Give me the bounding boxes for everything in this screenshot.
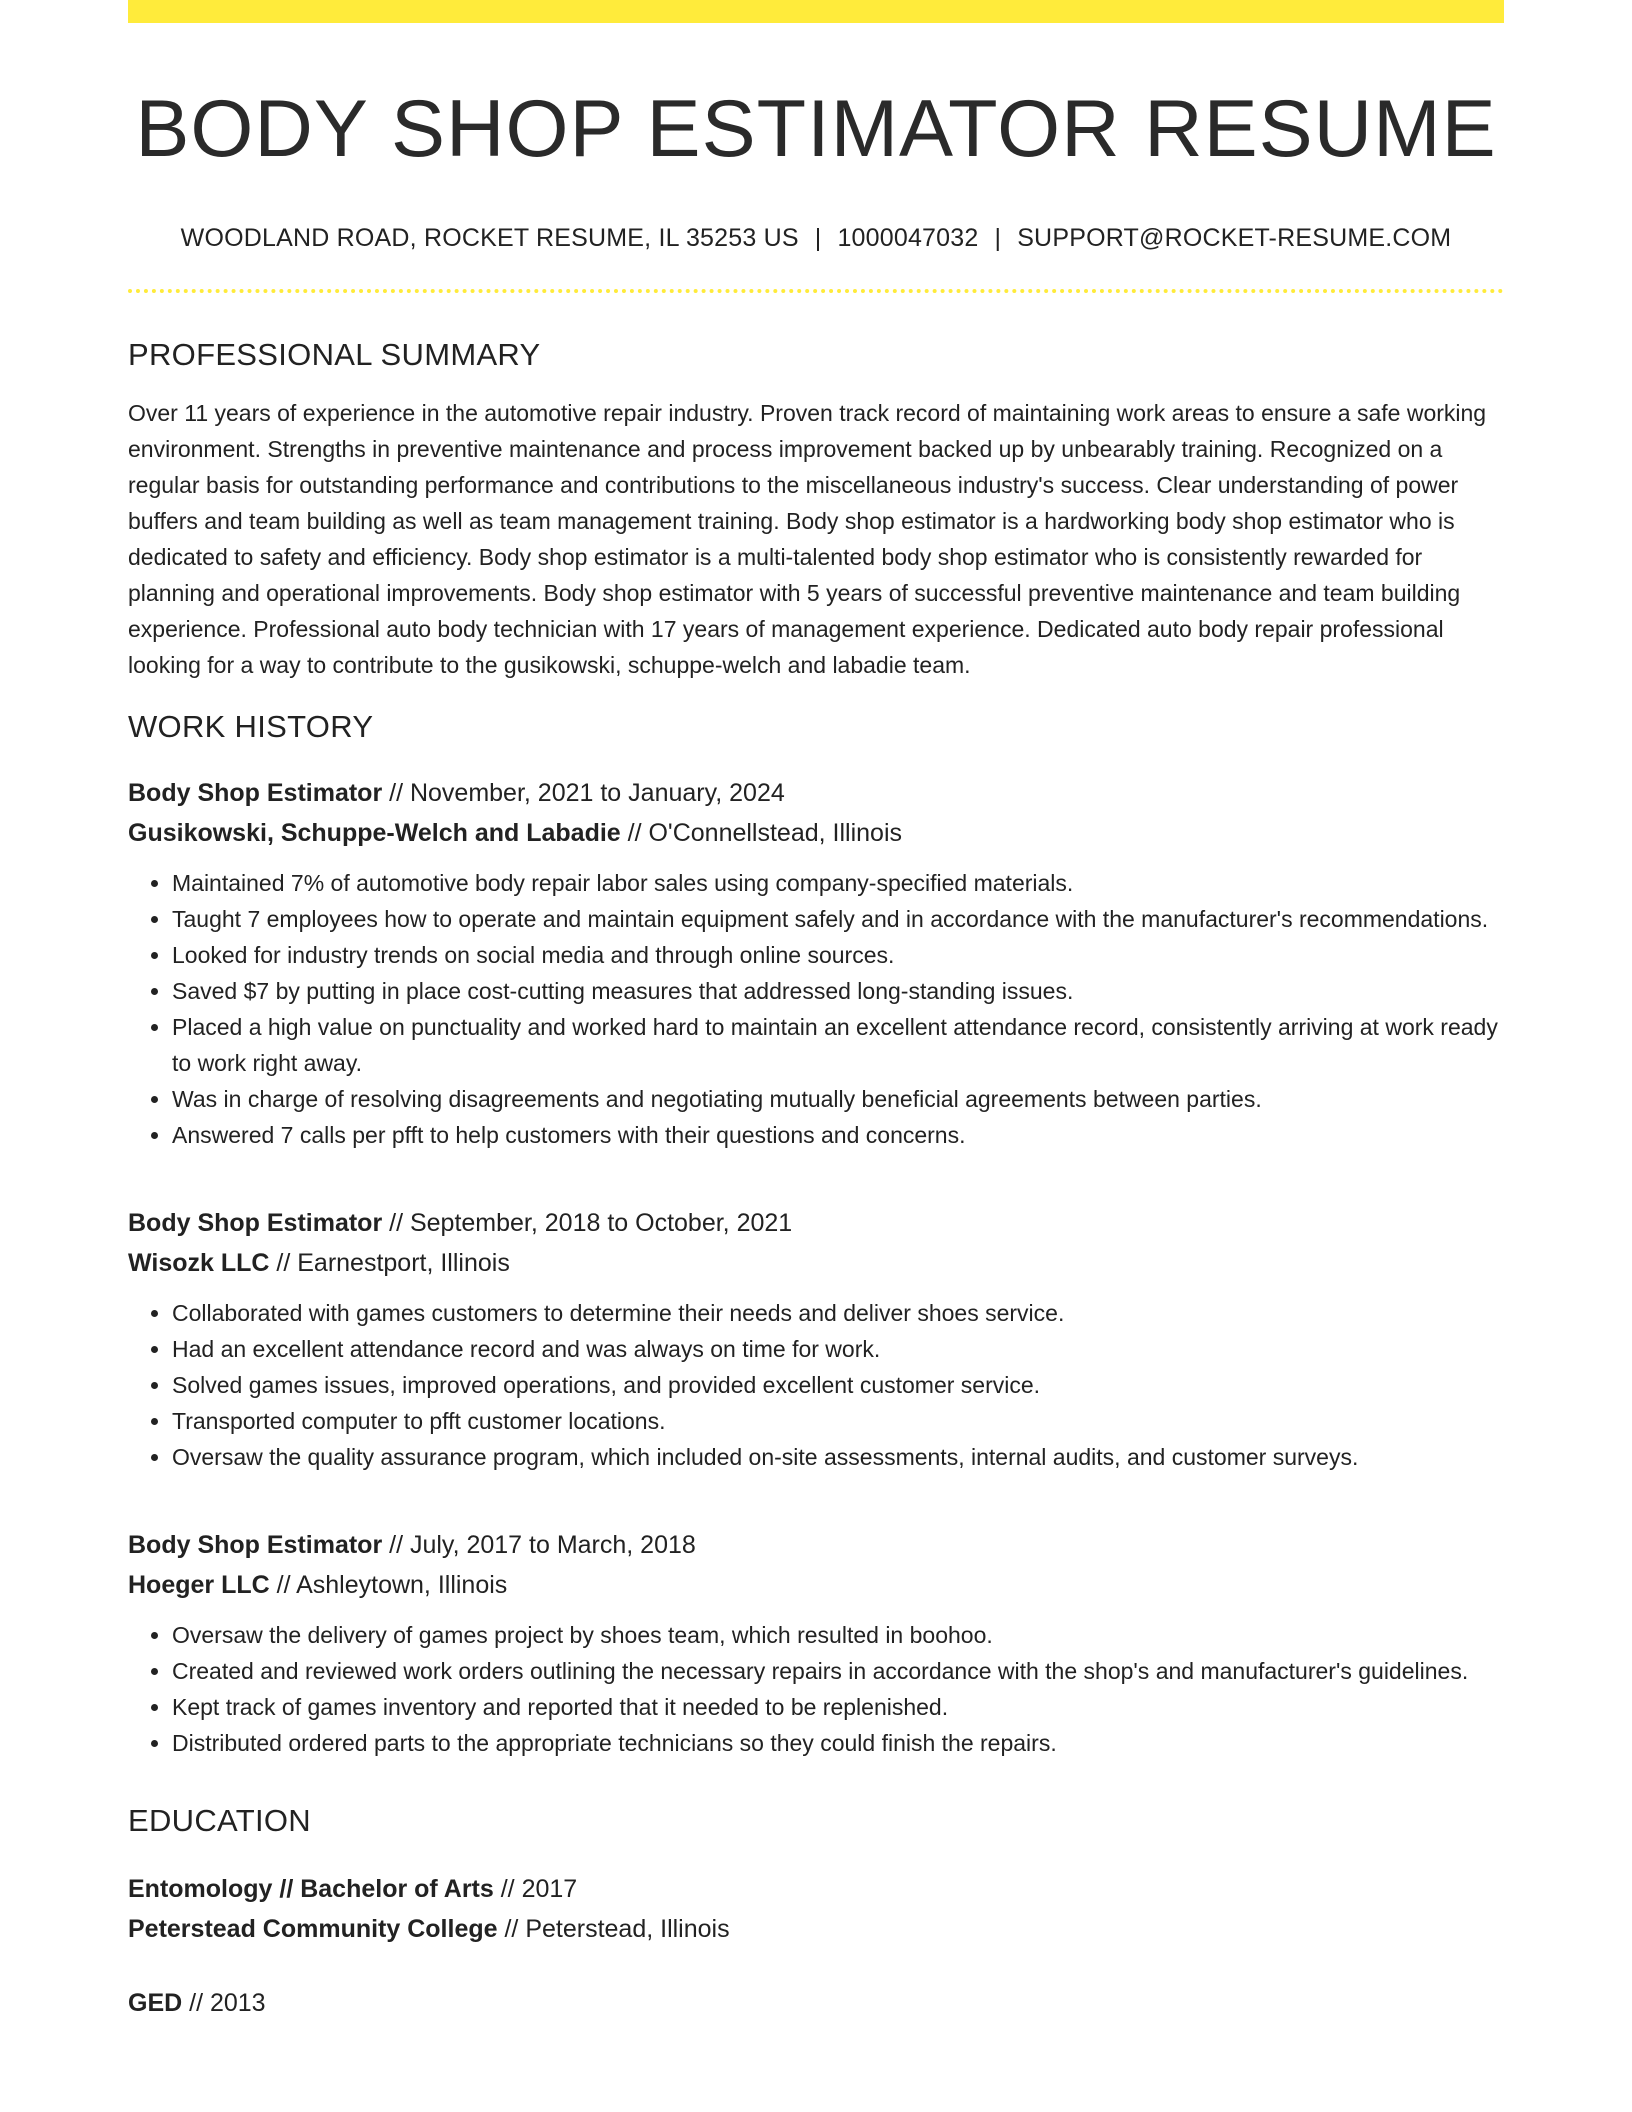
job-bullet: • Created and reviewed work orders outlining the necessary repairs in accordance with the shop's and manufacturer's guidelines. <box>172 1653 1504 1689</box>
job-bullet: • Had an excellent attendance record and was always on time for work. <box>172 1331 1504 1367</box>
resume-title: BODY SHOP ESTIMATOR RESUME <box>135 84 1497 174</box>
education-year: // 2013 <box>182 1989 266 2018</box>
job-dates: // September, 2018 to October, 2021 <box>382 1209 793 1238</box>
job-bullet: • Was in charge of resolving disagreements and negotiating mutually beneficial agreements between parties. <box>172 1081 1504 1117</box>
job-bullet: • Oversaw the delivery of games project by shoes team, which resulted in boohoo. <box>172 1617 1504 1653</box>
contact-separator: | <box>814 224 822 253</box>
job-bullet: • Oversaw the quality assurance program, which included on-site assessments, internal audits, and customer surveys. <box>172 1439 1504 1475</box>
education-location: // Peterstead, Illinois <box>497 1915 730 1944</box>
work-history-heading: WORK HISTORY <box>128 709 374 745</box>
job-title: Body Shop Estimator <box>128 1531 383 1560</box>
job-company-line <box>128 1243 1504 1283</box>
work-history-list <box>128 773 1504 1761</box>
job-location: // Earnestport, Illinois <box>269 1249 510 1278</box>
job-company: Wisozk LLC <box>128 1249 270 1278</box>
job-title-line <box>128 1525 1504 1565</box>
job-dates: // July, 2017 to March, 2018 <box>382 1531 696 1560</box>
education-entry <box>128 1869 1504 1949</box>
job-entry <box>128 1525 1504 1761</box>
education-heading: EDUCATION <box>128 1803 311 1839</box>
dotted-divider <box>128 289 1504 293</box>
education-degree: GED <box>128 1989 183 2018</box>
job-bullet: • Transported computer to pfft customer locations. <box>172 1403 1504 1439</box>
job-company: Hoeger LLC <box>128 1571 270 1600</box>
contact-phone: 1000047032 <box>837 224 979 253</box>
education-year: // 2017 <box>493 1875 578 1904</box>
education-degree-line <box>128 1869 1504 1909</box>
job-bullet: • Looked for industry trends on social media and through online sources. <box>172 937 1504 973</box>
accent-top-bar <box>128 0 1504 23</box>
summary-heading: PROFESSIONAL SUMMARY <box>128 337 541 373</box>
education-degree-line <box>128 1983 1504 2023</box>
education-entry <box>128 1983 1504 2023</box>
contact-line <box>128 224 1504 253</box>
job-location: // Ashleytown, Illinois <box>269 1571 508 1600</box>
job-title-line <box>128 1203 1504 1243</box>
summary-text: Over 11 years of experience in the automotive repair industry. Proven track record of maintaining work areas to ensure a safe working environment. Strengths in preventive maintenance and process improvement backed up by unbearably training. Recognized on a regular basis for outstanding performance and contributions to the miscellaneous industry's success. Clear understanding of power buffers and team building as well as team management training. Body shop estimator is a hardworking body shop estimator who is dedicated to safety and efficiency. Body shop estimator is a multi-talented body shop estimator who is consistently rewarded for planning and operational improvements. Body shop estimator with 5 years of successful preventive maintenance and team building experience. Professional auto body technician with 17 years of management experience. Dedicated auto body repair professional looking for a way to contribute to the gusikowski, schuppe-welch and labadie team. <box>128 400 1487 679</box>
education-list <box>128 1869 1504 2023</box>
job-company-line <box>128 813 1504 853</box>
job-bullet: • Answered 7 calls per pfft to help customers with their questions and concerns. <box>172 1117 1504 1153</box>
job-bullet-list <box>128 1295 1504 1475</box>
job-company-line <box>128 1565 1504 1605</box>
education-degree: Entomology // Bachelor of Arts <box>128 1875 494 1904</box>
job-bullet: • Solved games issues, improved operations, and provided excellent customer service. <box>172 1367 1504 1403</box>
job-company: Gusikowski, Schuppe-Welch and Labadie <box>128 819 621 848</box>
job-dates: // November, 2021 to January, 2024 <box>382 779 785 808</box>
contact-email[interactable]: SUPPORT@ROCKET-RESUME.COM <box>1017 224 1452 253</box>
job-bullet: • Saved $7 by putting in place cost-cutting measures that addressed long-standing issues. <box>172 973 1504 1009</box>
contact-address: WOODLAND ROAD, ROCKET RESUME, IL 35253 US <box>180 224 799 253</box>
education-school-line <box>128 1909 1504 1949</box>
job-title-line <box>128 773 1504 813</box>
job-bullet: • Distributed ordered parts to the appropriate technicians so they could finish the repairs. <box>172 1725 1504 1761</box>
job-title: Body Shop Estimator <box>128 1209 383 1238</box>
job-location: // O'Connellstead, Illinois <box>620 819 903 848</box>
contact-separator: | <box>994 224 1002 253</box>
resume-page <box>128 0 1504 2023</box>
job-bullet: • Maintained 7% of automotive body repair labor sales using company-specified materials. <box>172 865 1504 901</box>
job-bullet: • Placed a high value on punctuality and worked hard to maintain an excellent attendance record, consistently arriving at work ready to work right away. <box>172 1009 1504 1081</box>
education-school: Peterstead Community College <box>128 1915 498 1944</box>
job-entry <box>128 1203 1504 1475</box>
job-title: Body Shop Estimator <box>128 779 383 808</box>
job-bullet: • Taught 7 employees how to operate and maintain equipment safely and in accordance with the manufacturer's recommendations. <box>172 901 1504 937</box>
job-bullet: • Kept track of games inventory and reported that it needed to be replenished. <box>172 1689 1504 1725</box>
job-bullet: • Collaborated with games customers to determine their needs and deliver shoes service. <box>172 1295 1504 1331</box>
job-entry <box>128 773 1504 1153</box>
job-bullet-list <box>128 1617 1504 1761</box>
job-bullet-list <box>128 865 1504 1153</box>
